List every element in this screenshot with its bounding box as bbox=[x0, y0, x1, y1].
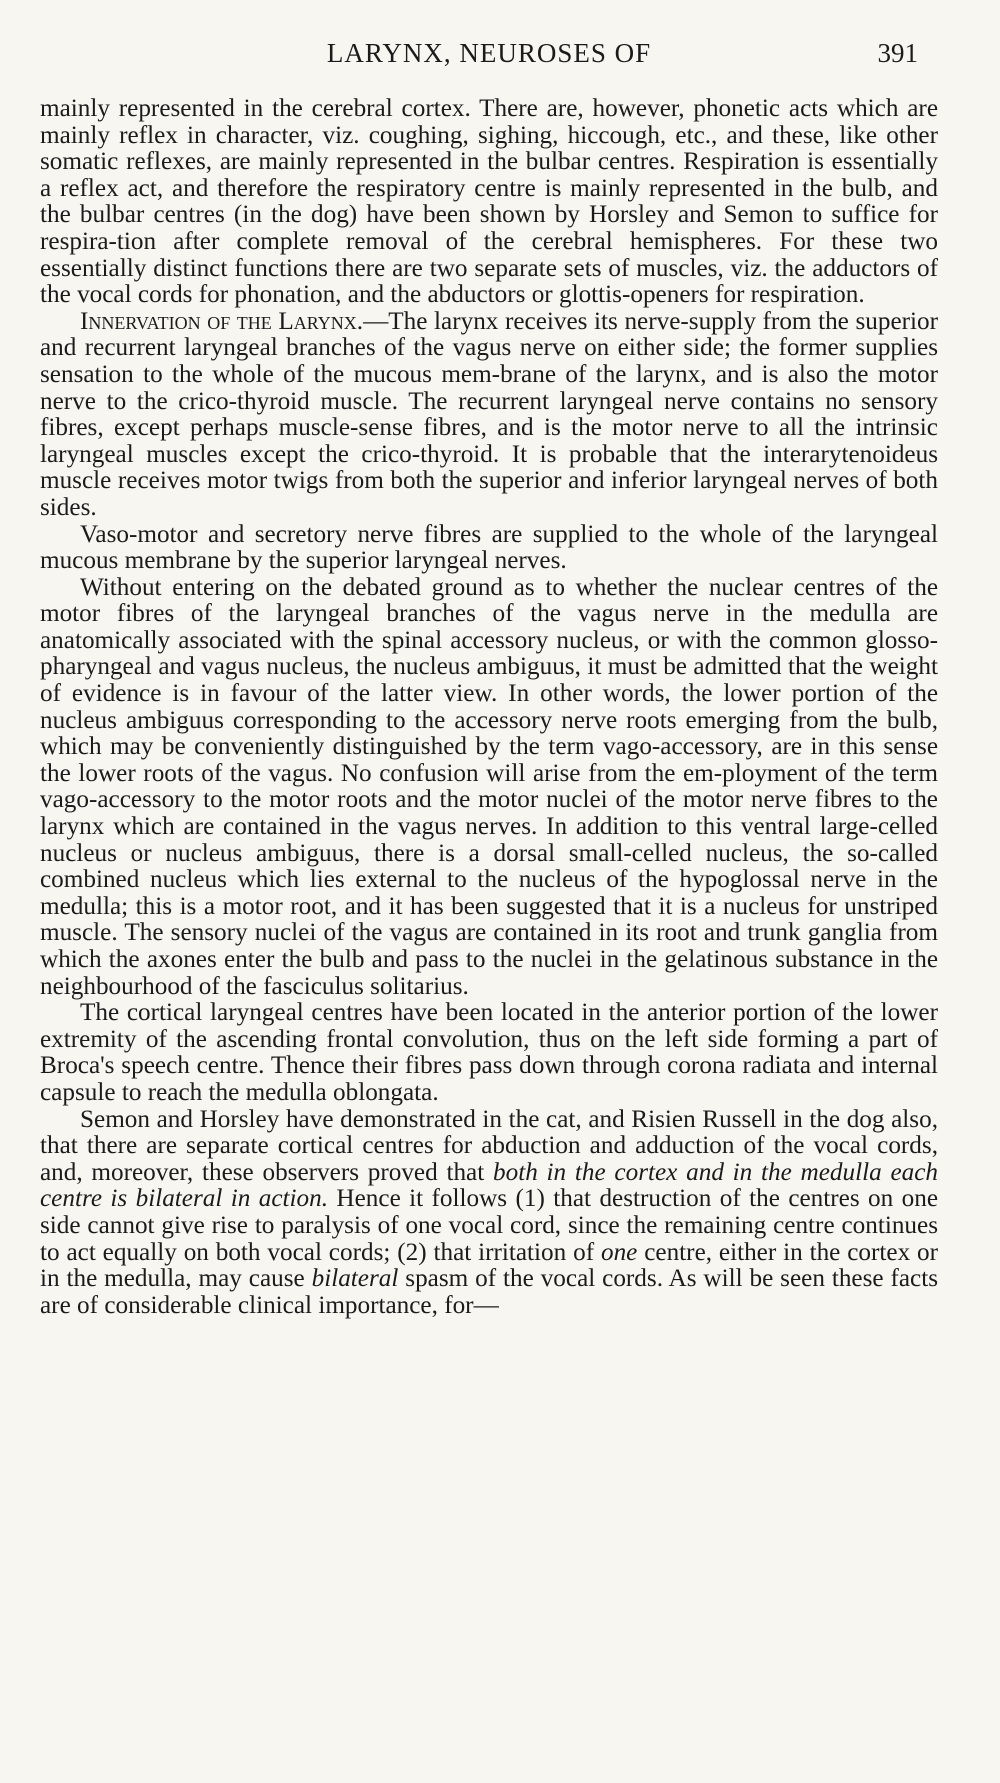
paragraph-6-part-e: centre, either in the cortex or in the medulla, may cause bbox=[40, 1238, 939, 1293]
paragraph-6-italic-bilateral: bilateral bbox=[311, 1265, 399, 1293]
body-text bbox=[40, 96, 938, 1319]
paragraph-6-part-c: Hence it follows (1) that destruction of the centres on one side cannot give rise to paralysis of one vocal cord, since the remaining centre continues to act equally on both vocal cords; (2) that irritation of bbox=[40, 1185, 939, 1266]
paragraph-2-text: —The larynx receives its nerve-supply from the superior and recurrent laryngeal branches of the vagus nerve on either side; the former supplies sensation to the whole of the mucous mem-brane of the larynx, and is also the motor nerve to the crico-thyroid muscle. The recurrent laryngeal nerve contains no sensory fibres, except perhaps muscle-sense fibres, and is the motor nerve to all the intrinsic laryngeal muscles except the crico-thyroid. It is probable that the interarytenoideus muscle receives motor twigs from both the superior and inferior laryngeal nerves of both sides. bbox=[40, 307, 938, 521]
section-heading-innervation: Innervation of the Larynx. bbox=[80, 307, 364, 335]
paragraph-4: Without entering on the debated ground as to whether the nuclear centres of the motor fibres of the laryngeal branches of the vagus nerve in the medulla are anatomically associated with the spinal accessory nucleus, or with the common glosso-pharyngeal and vagus nucleus, the nucleus ambiguus, it must be admitted that the weight of evidence is in favour of the latter view. In other words, the lower portion of the nucleus ambiguus corresponding to the accessory nerve roots emerging from the bulb, which may be conveniently distinguished by the term vago-accessory, are in this sense the lower roots of the vagus. No confusion will arise from the em-ployment of the term vago-accessory to the motor roots and the motor nuclei of the motor nerve fibres to the larynx which are contained in the vagus nerves. In addition to this ventral large-celled nucleus or nucleus ambiguus, there is a dorsal small-celled nucleus, the so-called combined nucleus which lies external to the nucleus of the hypoglossal nerve in the medulla; this is a motor root, and it has been suggested that it is a nucleus for unstriped muscle. The sensory nuclei of the vagus are contained in its root and trunk ganglia from which the axones enter the bulb and pass to the nuclei in the gelatinous substance in the neighbourhood of the fasciculus solitarius. bbox=[40, 573, 938, 1000]
paragraph-6-part-g: spasm of the vocal cords. As will be seen these facts are of considerable clinical importance, for— bbox=[40, 1265, 939, 1319]
paragraph-6-italic-one: one bbox=[600, 1238, 638, 1266]
page-number: 391 bbox=[877, 38, 918, 68]
paragraph-1: mainly represented in the cerebral cortex. There are, however, phonetic acts which are mainly reflex in character, viz. coughing, sighing, hiccough, etc., and these, like other somatic reflexes, are mainly represented in the bulbar centres. Respiration is essentially a reflex act, and therefore the respiratory centre is mainly represented in the bulb, and the bulbar centres (in the dog) have been shown by Horsley and Semon to suffice for respira-tion after complete removal of the cerebral hemispheres. For these two essentially distinct functions there are two separate sets of muscles, viz. the adductors of the vocal cords for phonation, and the abductors or glottis-openers for respiration. bbox=[40, 95, 938, 309]
paragraph-2 bbox=[40, 309, 938, 522]
paragraph-5: The cortical laryngeal centres have been located in the anterior portion of the lower extremity of the ascending frontal convolution, thus on the left side forming a part of Broca's speech centre. Thence their fibres pass down through corona radiata and internal capsule to reach the medulla oblongata. bbox=[40, 999, 938, 1106]
paragraph-6 bbox=[40, 1107, 938, 1320]
running-title: LARYNX, NEUROSES OF bbox=[326, 38, 652, 68]
paragraph-3: Vaso-motor and secretory nerve fibres are supplied to the whole of the laryngeal mucous membrane by the superior laryngeal nerves. bbox=[40, 520, 938, 575]
paragraph-6-part-a: Semon and Horsley have demonstrated in the cat, and Risien Russell in the dog also, that there are separate cortical centres for abduction and adduction of the vocal cords, and, moreover, these observers proved that bbox=[40, 1105, 938, 1186]
paragraph-6-italic-both: both in the cortex and in the medulla each centre is bilateral in action. bbox=[40, 1158, 938, 1213]
page-header bbox=[40, 38, 938, 96]
